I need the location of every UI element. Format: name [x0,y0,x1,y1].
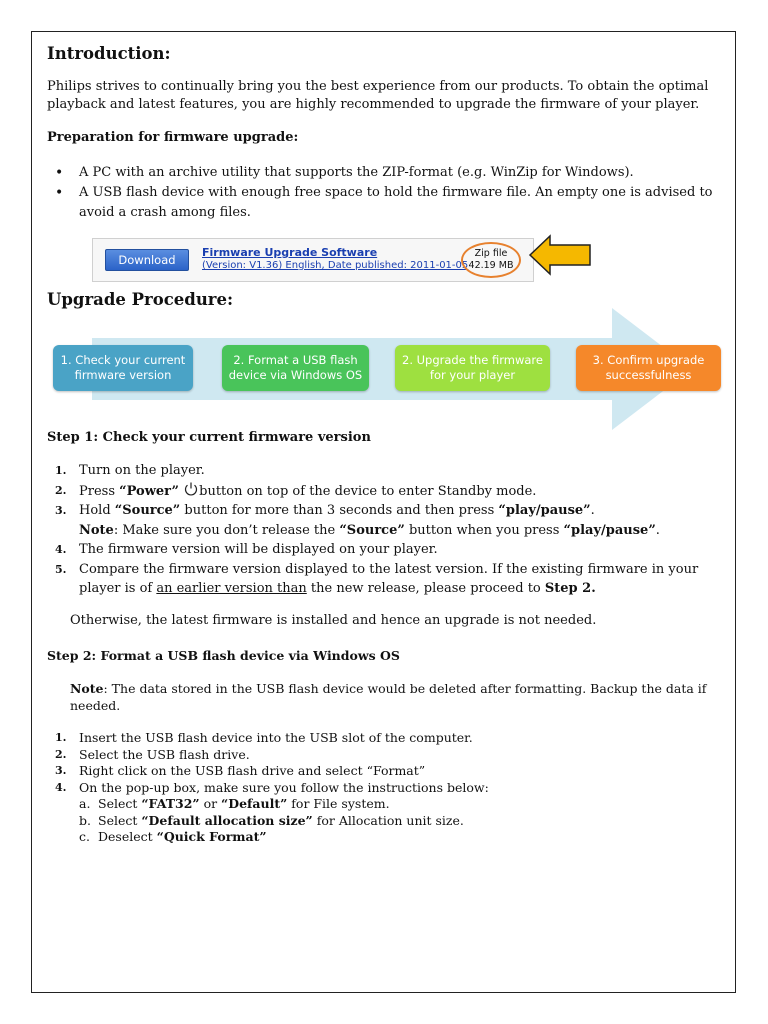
item-number: 3. [55,764,67,777]
download-button[interactable]: Download [105,249,189,271]
otherwise-text: Otherwise, the latest firmware is installed and hence an upgrade is not needed. [70,613,597,628]
list-item [32,763,722,780]
download-title-link[interactable]: Firmware Upgrade Software [202,246,378,259]
item-text: Select [98,812,142,828]
item-text: Select the USB flash drive. [79,746,250,762]
download-panel [92,238,534,282]
item-text: On the pop-up box, make sure you follow the instructions below: [79,779,489,795]
sub-item-letter: b. [79,812,91,828]
note-bold: “play/pause” [563,522,656,538]
item-number: 1. [55,731,67,744]
item-underline: an earlier version than [156,581,307,596]
step2-note [70,681,720,714]
list-item [32,461,722,481]
item-text: Hold [79,503,115,518]
file-type: Zip file [474,248,508,259]
step-3-box[interactable]: 2. Upgrade the firmware for your player [395,345,550,391]
item-bold: “Power” [119,483,179,499]
list-item: • A USB flash device with enough free space to hold the firmware file. An empty one is advised to avoid a crash among files. [32,183,727,223]
item-bold: Step 2. [544,581,596,596]
note-bold: “Source” [339,522,405,538]
item-text: Right click on the USB flash drive and select “Format” [79,763,426,778]
note-text: button when you press [404,522,564,538]
prep-heading: Preparation for firmware upgrade: [47,130,299,145]
step-2-box[interactable]: 2. Format a USB flash device via Windows OS [222,345,369,391]
procedure-heading: Upgrade Procedure: [47,290,234,309]
sub-item-letter: a. [79,796,91,811]
item-text: Compare the firmware version displayed to the latest version. If the existing firmware in your player is of [79,561,699,596]
list-item: • A PC with an archive utility that supports the ZIP-format (e.g. WinZip for Windows). [32,163,727,183]
step-4-box[interactable]: 3. Confirm upgrade successfulness [576,345,721,391]
item-text: the new release, please proceed to [306,581,545,596]
step-1-box[interactable]: 1. Check your current firmware version [53,345,193,391]
item-text: button on top of the device to enter Standby mode. [199,483,537,499]
zip-file-highlight [461,242,521,278]
item-number: 2. [55,747,67,761]
sub-item [79,829,722,846]
step2-list [32,730,722,846]
note-text: : The data stored in the USB flash device would be deleted after formatting. Backup the data if needed. [70,681,707,713]
list-item [32,501,722,540]
document-page [31,31,736,993]
item-text: Press [79,483,120,499]
power-icon [183,481,199,497]
item-number: 4. [55,780,67,794]
step2-heading: Step 2: Format a USB flash device via Windows OS [47,648,400,663]
intro-heading: Introduction: [47,44,171,63]
intro-text: Philips strives to continually bring you the best experience from our products. To obtain the optimal playback and latest features, you are highly recommended to upgrade the firmware of your player. [47,79,709,112]
item-text: Select [98,796,142,811]
item-text: The firmware version will be displayed on your player. [79,542,438,557]
sub-item-letter: c. [79,829,90,844]
item-bold: “Default” [221,796,288,811]
step1-list [32,461,722,599]
item-text: Deselect [98,829,157,844]
item-bold: “play/pause” [498,503,591,518]
item-text: or [199,796,222,811]
list-item [32,747,722,764]
item-text: for File system. [287,796,390,811]
item-number: 1. [55,464,67,477]
note-label: Note [70,681,104,696]
item-bold: “Quick Format” [156,829,267,844]
note-label: Note [79,522,114,538]
item-text: Insert the USB flash device into the USB slot of the computer. [79,730,473,745]
sub-item [79,813,722,830]
item-number: 4. [55,543,67,556]
item-text: Turn on the player. [79,463,205,478]
step1-heading: Step 1: Check your current firmware version [47,430,371,445]
sub-item [79,796,722,813]
download-meta-link[interactable]: (Version: V1.36) English, Date published: 2011-01-05 [202,260,469,271]
item-text: button for more than 3 seconds and then press [180,503,499,518]
item-number: 2. [55,483,67,497]
item-bold: “Source” [114,503,181,518]
note-text: : Make sure you don’t release the [113,522,340,538]
item-text: for Allocation unit size. [312,812,464,828]
left-arrow-icon [528,233,594,277]
item-text: . [590,503,595,518]
list-item [32,560,722,599]
list-item [32,481,722,502]
list-item [32,540,722,560]
file-size: 42.19 MB [468,260,514,271]
item-number: 5. [55,562,67,576]
list-item [32,730,722,747]
item-bold: “FAT32” [141,796,200,811]
item-bold: “Default allocation size” [141,812,313,828]
prep-list [32,163,727,223]
item-number: 3. [55,504,67,517]
note-text: . [655,522,660,538]
list-item [32,780,722,846]
